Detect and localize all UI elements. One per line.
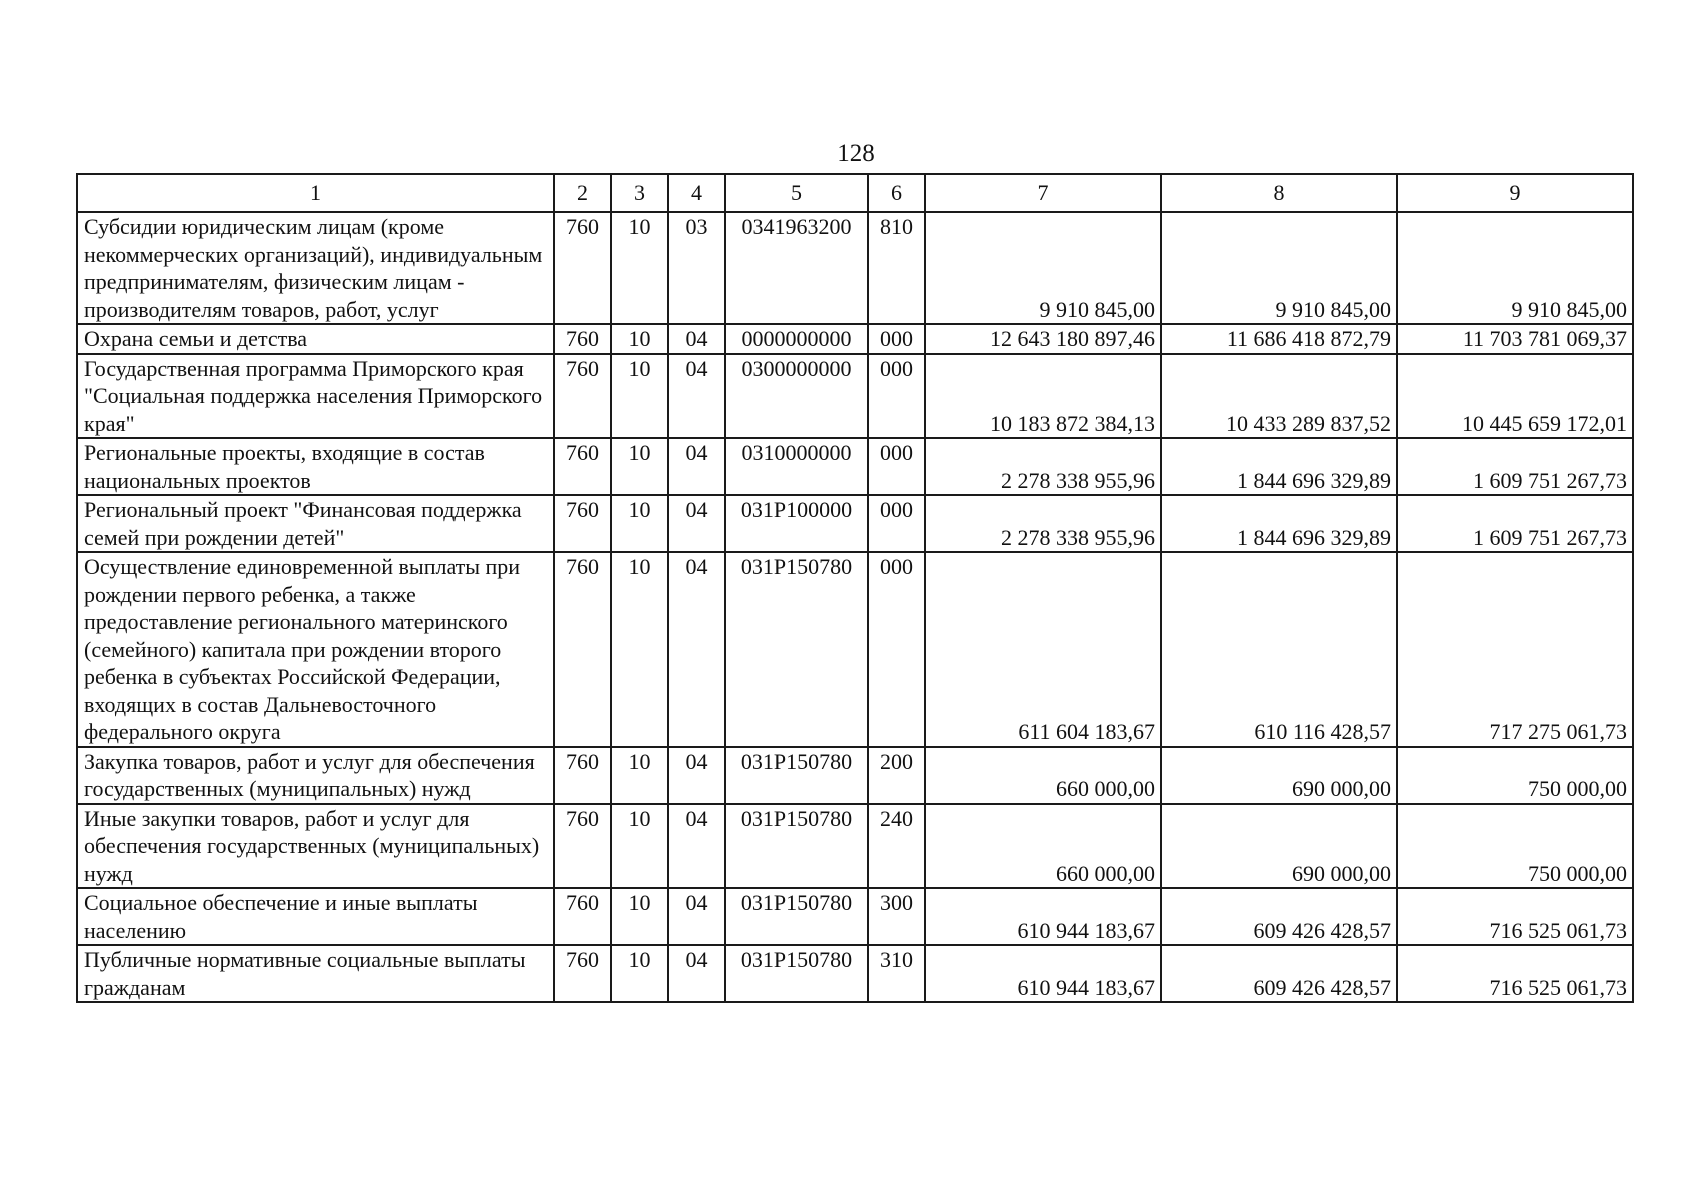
ministry-code: 760: [554, 888, 611, 945]
target-item-code: 031P100000: [725, 495, 868, 552]
section-code: 10: [611, 438, 668, 495]
subsection-code: 04: [668, 354, 725, 439]
expense-type-code: 000: [868, 552, 925, 747]
table-row: [77, 804, 1633, 889]
section-code: 10: [611, 804, 668, 889]
column-header: 5: [725, 174, 868, 212]
amount-col-8: 609 426 428,57: [1161, 888, 1397, 945]
expense-type-code: 300: [868, 888, 925, 945]
section-code: 10: [611, 212, 668, 324]
item-name: Осуществление единовременной выплаты при рождении первого ребенка, а также предоставление регионального материнского (семейного) капитала при рождении второго ребенка в субъектах Российской Федерации, входящих в состав Дальневосточного федерального округа: [77, 552, 554, 747]
amount-col-7: 10 183 872 384,13: [925, 354, 1161, 439]
item-name: Региональные проекты, входящие в состав национальных проектов: [77, 438, 554, 495]
target-item-code: 0300000000: [725, 354, 868, 439]
ministry-code: 760: [554, 324, 611, 354]
ministry-code: 760: [554, 945, 611, 1002]
target-item-code: 0000000000: [725, 324, 868, 354]
table-row: [77, 945, 1633, 1002]
column-header: 1: [77, 174, 554, 212]
section-code: 10: [611, 324, 668, 354]
amount-col-8: 609 426 428,57: [1161, 945, 1397, 1002]
column-header: 7: [925, 174, 1161, 212]
item-name: Региональный проект "Финансовая поддержка семей при рождении детей": [77, 495, 554, 552]
item-name: Государственная программа Приморского края "Социальная поддержка населения Приморского края": [77, 354, 554, 439]
expense-type-code: 000: [868, 324, 925, 354]
amount-col-9: 1 609 751 267,73: [1397, 438, 1633, 495]
target-item-code: 031P150780: [725, 552, 868, 747]
expense-type-code: 240: [868, 804, 925, 889]
column-header: 6: [868, 174, 925, 212]
amount-col-9: 11 703 781 069,37: [1397, 324, 1633, 354]
subsection-code: 04: [668, 324, 725, 354]
budget-table: [76, 173, 1634, 1003]
amount-col-7: 611 604 183,67: [925, 552, 1161, 747]
amount-col-8: 9 910 845,00: [1161, 212, 1397, 324]
amount-col-7: 610 944 183,67: [925, 888, 1161, 945]
table-row: [77, 438, 1633, 495]
item-name: Публичные нормативные социальные выплаты гражданам: [77, 945, 554, 1002]
expense-type-code: 310: [868, 945, 925, 1002]
amount-col-9: 9 910 845,00: [1397, 212, 1633, 324]
subsection-code: 04: [668, 438, 725, 495]
expense-type-code: 000: [868, 438, 925, 495]
amount-col-8: 10 433 289 837,52: [1161, 354, 1397, 439]
item-name: Иные закупки товаров, работ и услуг для обеспечения государственных (муниципальных) нужд: [77, 804, 554, 889]
column-header: 2: [554, 174, 611, 212]
amount-col-9: 716 525 061,73: [1397, 888, 1633, 945]
subsection-code: 04: [668, 945, 725, 1002]
item-name: Закупка товаров, работ и услуг для обеспечения государственных (муниципальных) нужд: [77, 747, 554, 804]
item-name: Субсидии юридическим лицам (кроме некоммерческих организаций), индивидуальным предпринимателям, физическим лицам - производителям товаров, работ, услуг: [77, 212, 554, 324]
ministry-code: 760: [554, 747, 611, 804]
amount-col-7: 9 910 845,00: [925, 212, 1161, 324]
ministry-code: 760: [554, 212, 611, 324]
ministry-code: 760: [554, 354, 611, 439]
table-row: [77, 747, 1633, 804]
column-header: 8: [1161, 174, 1397, 212]
amount-col-7: 660 000,00: [925, 804, 1161, 889]
subsection-code: 04: [668, 495, 725, 552]
section-code: 10: [611, 354, 668, 439]
target-item-code: 031P150780: [725, 888, 868, 945]
target-item-code: 031P150780: [725, 804, 868, 889]
amount-col-8: 1 844 696 329,89: [1161, 438, 1397, 495]
subsection-code: 04: [668, 552, 725, 747]
target-item-code: 031P150780: [725, 747, 868, 804]
column-header: 3: [611, 174, 668, 212]
target-item-code: 0341963200: [725, 212, 868, 324]
table-row: [77, 552, 1633, 747]
page-number: 128: [837, 140, 875, 167]
subsection-code: 04: [668, 804, 725, 889]
subsection-code: 04: [668, 888, 725, 945]
expense-type-code: 000: [868, 354, 925, 439]
amount-col-9: 716 525 061,73: [1397, 945, 1633, 1002]
target-item-code: 031P150780: [725, 945, 868, 1002]
section-code: 10: [611, 552, 668, 747]
column-header: 4: [668, 174, 725, 212]
subsection-code: 04: [668, 747, 725, 804]
expense-type-code: 810: [868, 212, 925, 324]
amount-col-8: 610 116 428,57: [1161, 552, 1397, 747]
column-header: 9: [1397, 174, 1633, 212]
target-item-code: 0310000000: [725, 438, 868, 495]
item-name: Социальное обеспечение и иные выплаты населению: [77, 888, 554, 945]
section-code: 10: [611, 888, 668, 945]
header-row: [77, 174, 1633, 212]
ministry-code: 760: [554, 804, 611, 889]
amount-col-7: 610 944 183,67: [925, 945, 1161, 1002]
amount-col-7: 12 643 180 897,46: [925, 324, 1161, 354]
ministry-code: 760: [554, 438, 611, 495]
table-row: [77, 212, 1633, 324]
amount-col-9: 10 445 659 172,01: [1397, 354, 1633, 439]
table-row: [77, 888, 1633, 945]
item-name: Охрана семьи и детства: [77, 324, 554, 354]
amount-col-7: 660 000,00: [925, 747, 1161, 804]
amount-col-8: 11 686 418 872,79: [1161, 324, 1397, 354]
ministry-code: 760: [554, 495, 611, 552]
amount-col-7: 2 278 338 955,96: [925, 495, 1161, 552]
subsection-code: 03: [668, 212, 725, 324]
amount-col-9: 750 000,00: [1397, 804, 1633, 889]
section-code: 10: [611, 945, 668, 1002]
expense-type-code: 000: [868, 495, 925, 552]
amount-col-8: 690 000,00: [1161, 747, 1397, 804]
expense-type-code: 200: [868, 747, 925, 804]
amount-col-8: 1 844 696 329,89: [1161, 495, 1397, 552]
section-code: 10: [611, 495, 668, 552]
amount-col-8: 690 000,00: [1161, 804, 1397, 889]
section-code: 10: [611, 747, 668, 804]
amount-col-9: 750 000,00: [1397, 747, 1633, 804]
amount-col-9: 717 275 061,73: [1397, 552, 1633, 747]
amount-col-9: 1 609 751 267,73: [1397, 495, 1633, 552]
amount-col-7: 2 278 338 955,96: [925, 438, 1161, 495]
table-row: [77, 495, 1633, 552]
table-row: [77, 354, 1633, 439]
ministry-code: 760: [554, 552, 611, 747]
table-row: [77, 324, 1633, 354]
